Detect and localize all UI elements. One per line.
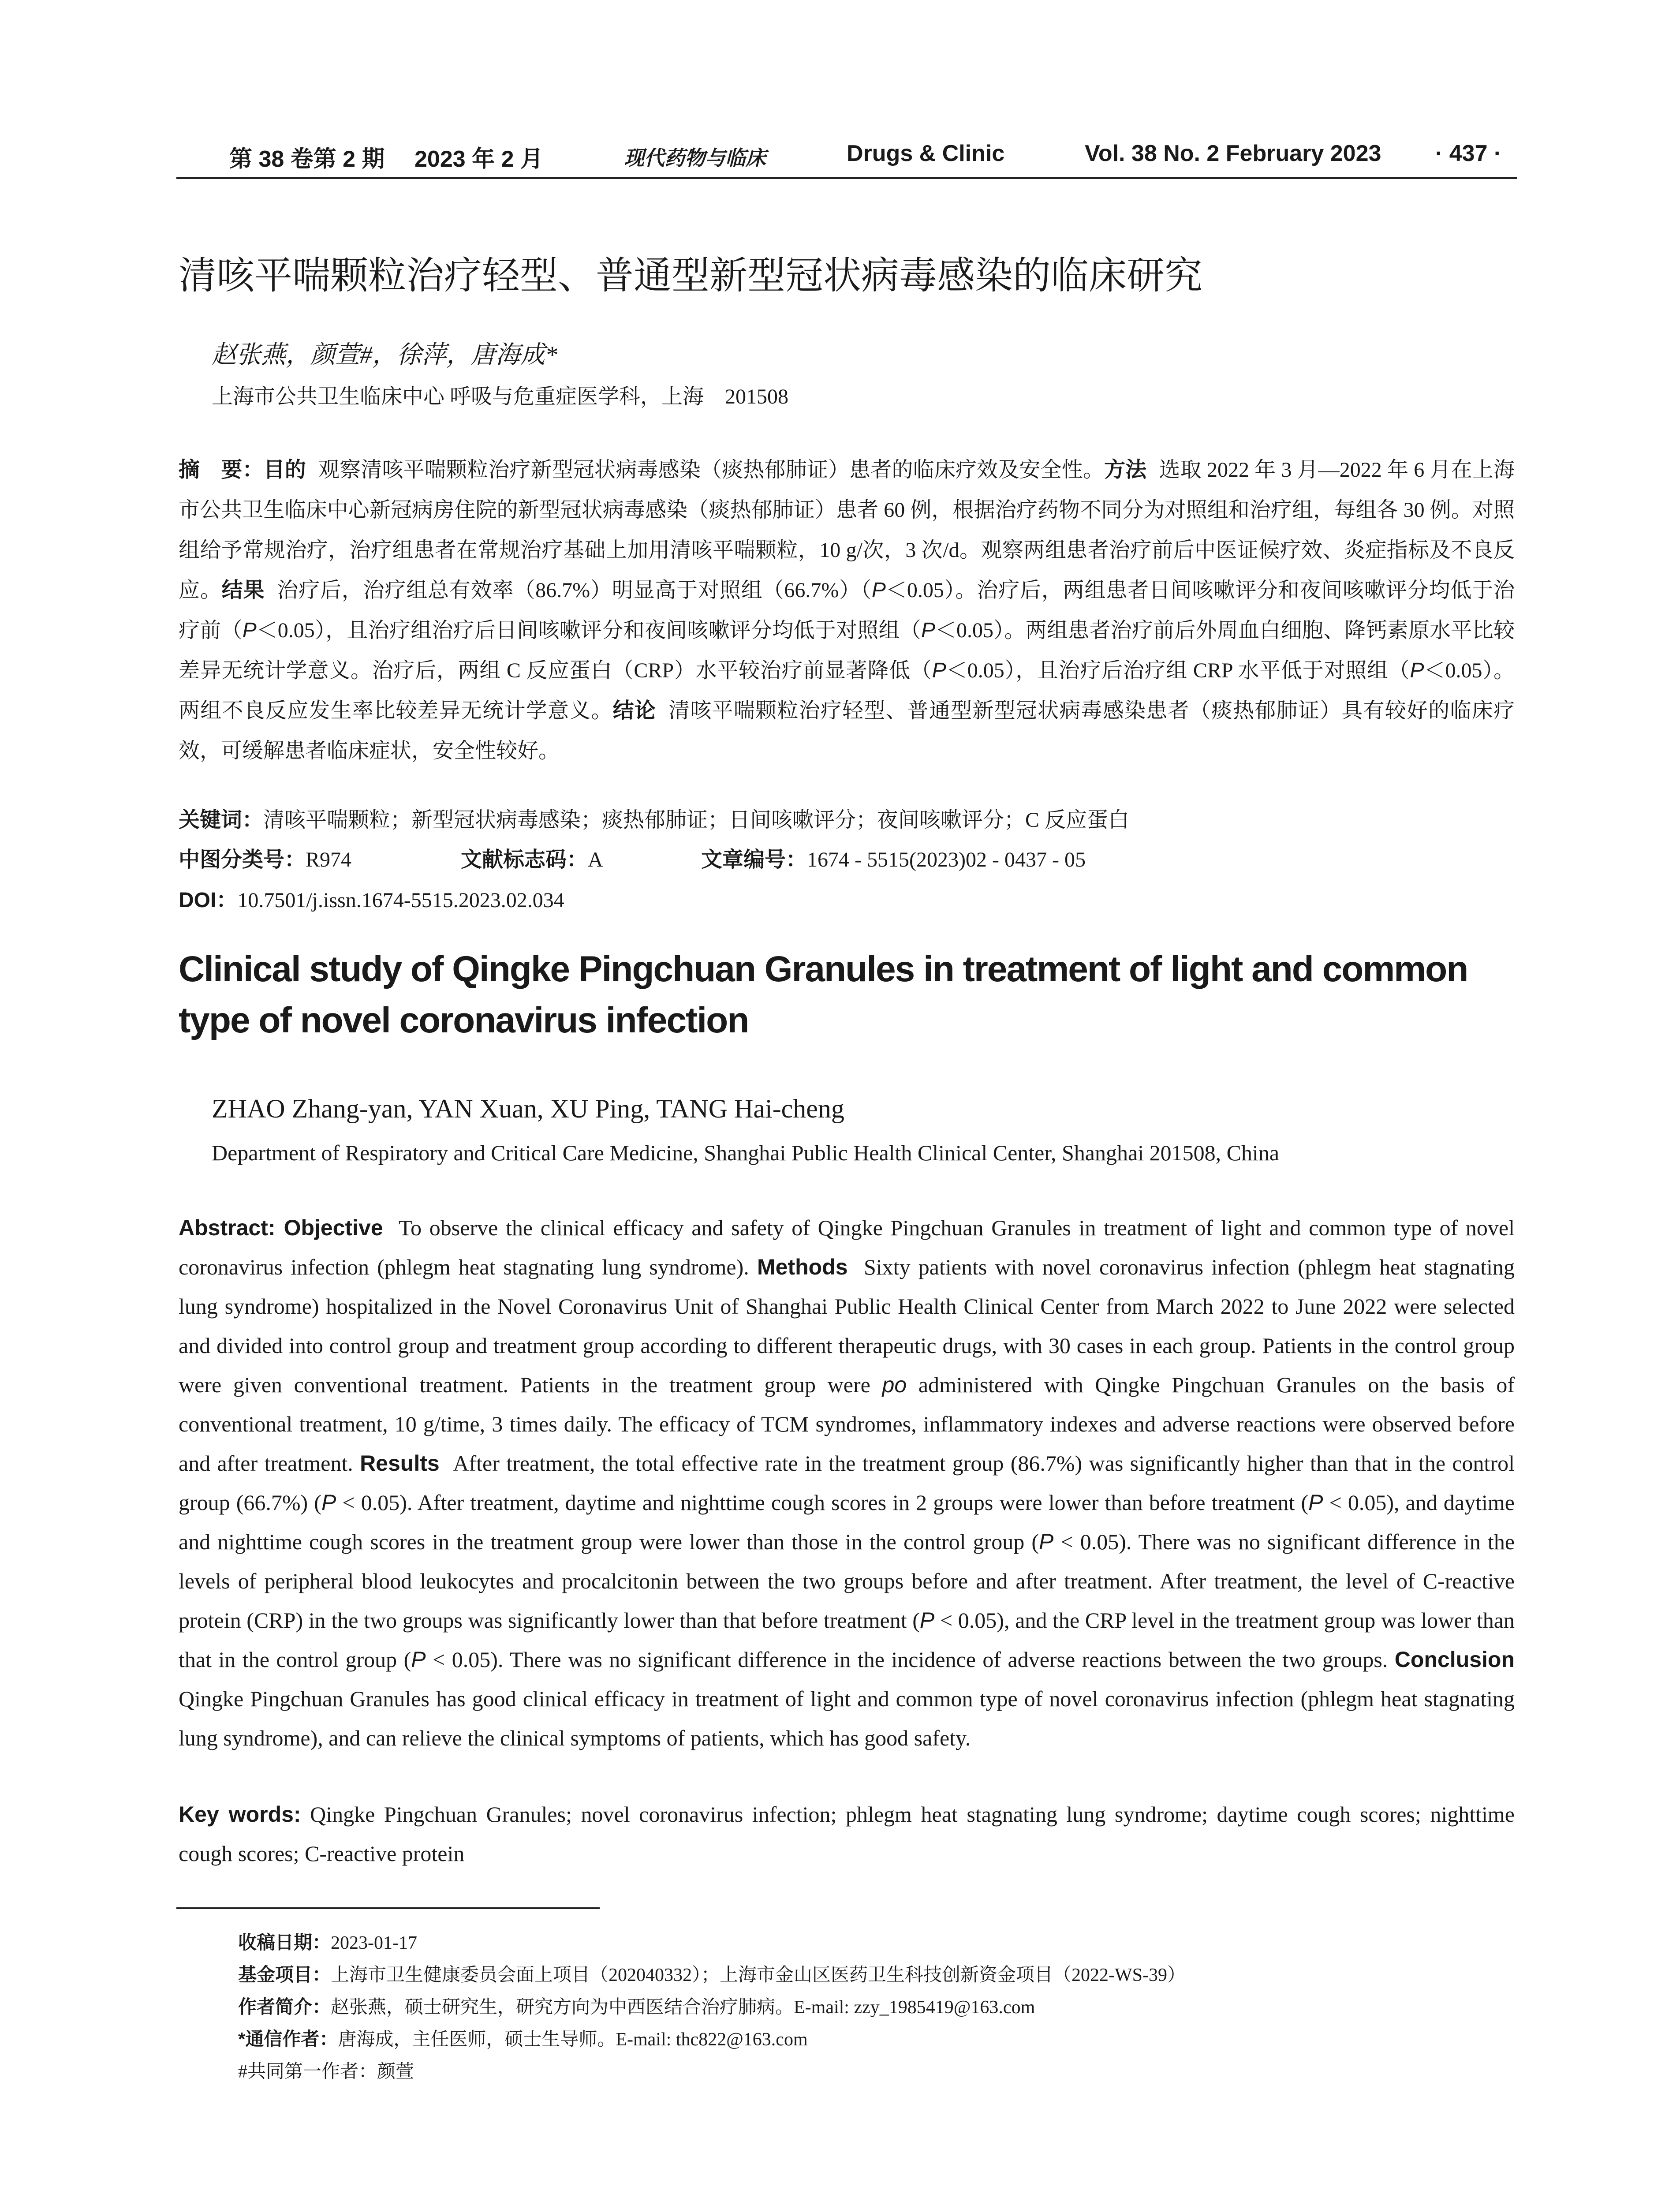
abstract-en-results: < 0.05). There was no significant difference in the incidence of adverse reactions between the two groups.: [426, 1647, 1388, 1672]
keywords-en-label: Key words:: [179, 1802, 301, 1827]
affiliation-en: Department of Respiratory and Critical Care Medicine, Shanghai Public Health Clinical Center, Shanghai 201508, China: [212, 1140, 1280, 1165]
p-value-symbol: P: [1308, 1490, 1323, 1515]
abstract-en-results: < 0.05). There was no significant difference in the levels of peripheral blood leukocytes and procalcitonin between the two groups before and after treatment. After treatment, the level of C-reactive protein (CRP) in the two groups was significantly lower than that before treatment (: [179, 1529, 1515, 1633]
p-value-symbol: P: [242, 619, 257, 642]
p-value-symbol: P: [1039, 1529, 1054, 1554]
doi: [179, 883, 564, 913]
keywords-cn-text: 清咳平喘颗粒；新型冠状病毒感染；痰热郁肺证；日间咳嗽评分；夜间咳嗽评分；C 反应蛋白: [263, 808, 1130, 832]
p-value-symbol: P: [871, 579, 886, 602]
p-value-symbol: P: [919, 1608, 935, 1633]
abstract-en-methods: Sixty patients with novel coronavirus infection (phlegm heat stagnating lung syndrome) hospitalized in the Novel Coronavirus Unit of Shanghai Public Health Clinical Center from March 2022 to June 2022 were selected and divided into control group and treatment group according to different therapeutic drugs, with 30 cases in each group. Patients in the control group were given conventional treatment. Patients in the treatment group were: [179, 1255, 1515, 1397]
header-volume-en: Vol. 38 No. 2 February 2023: [1085, 141, 1381, 166]
affiliation-cn: 上海市公共卫生临床中心 呼吸与危重症医学科，上海 201508: [212, 385, 789, 408]
abstract-cn-results: ＜0.05）。两组患者治疗前后外周血白细胞、降钙素原水平比较差异无统计学意义。治疗后，两组 C 反应蛋白（CRP）水平较治疗前显著降低（: [179, 619, 1515, 682]
p-value-symbol: P: [921, 619, 935, 642]
abstract-en-results: After treatment, the total effective rate in the treatment group (86.7%) was significantly higher than that in the control group (66.7%) (: [179, 1451, 1515, 1515]
running-header: [179, 140, 1515, 176]
footnote-rule: [176, 1907, 600, 1909]
abstract-cn-objective-label: 目的: [263, 458, 306, 482]
title-cn: 清咳平喘颗粒治疗轻型、普通型新型冠状病毒感染的临床研究: [179, 254, 1202, 298]
header-date-cn: 2023 年 2 月: [414, 146, 543, 172]
header-volume-cn: 第 38 卷第 2 期: [229, 146, 385, 172]
abstract-cn-results: ＜0.05）。两组不良反应发生率比较差异无统计学意义。: [179, 659, 1515, 722]
abstract-en-results: < 0.05), and the CRP level in the treatment group was lower than that in the control group (: [179, 1608, 1515, 1672]
footnote-corresponding: *通信作者：唐海成，主任医师，硕士生导师。E-mail: thc822@163.com: [238, 2029, 808, 2050]
po-abbrev: po: [882, 1372, 907, 1397]
abstract-cn-methods-label: 方法: [1104, 458, 1147, 482]
footnote-fund: 基金项目：上海市卫生健康委员会面上项目（202040332）；上海市金山区医药卫生科技创新资金项目（2022-WS-39）: [238, 1964, 1186, 1985]
header-journal-en: Drugs & Clinic: [847, 141, 1005, 166]
doi-value: 10.7501/j.issn.1674-5515.2023.02.034: [237, 889, 564, 912]
abstract-en-methods: administered with Qingke Pingchuan Granules on the basis of conventional treatment, 10 g/time, 3 times daily. The efficacy of TCM syndromes, inflammatory indexes and adverse reactions were observed before and after treatment.: [179, 1372, 1515, 1476]
abstract-en-results: < 0.05), and daytime and nighttime cough scores in the treatment group were lower than those in the control group (: [179, 1490, 1515, 1554]
abstract-cn-results: ＜0.05），且治疗后治疗组 CRP 水平低于对照组（: [946, 659, 1410, 682]
clc-code: 中图分类号：R974: [179, 848, 352, 871]
abstract-cn-results: ＜0.05），且治疗组治疗后日间咳嗽评分和夜间咳嗽评分均低于对照组（: [256, 619, 921, 642]
authors-en: ZHAO Zhang-yan, YAN Xuan, XU Ping, TANG Hai-cheng: [212, 1094, 844, 1123]
keywords-en: [179, 1795, 1515, 1873]
abstract-cn: [179, 450, 1515, 771]
abstract-en-methods-label: Methods: [757, 1255, 848, 1279]
footnote-received: 收稿日期：2023-01-17: [238, 1932, 417, 1953]
title-en: Clinical study of Qingke Pingchuan Granules in treatment of light and common type of novel coronavirus infection: [179, 949, 1468, 1040]
abstract-en-label: Abstract: Objective: [179, 1215, 383, 1240]
doi-label: DOI：: [179, 889, 238, 912]
authors-cn: 赵张燕，颜萱#，徐萍，唐海成*: [212, 341, 557, 369]
keywords-cn: [179, 803, 1515, 833]
abstract-cn-conclusion: 清咳平喘颗粒治疗轻型、普通型新型冠状病毒感染患者（痰热郁肺证）具有较好的临床疗效，可缓解患者临床症状，安全性较好。: [179, 699, 1515, 762]
abstract-en-results: < 0.05). After treatment, daytime and nighttime cough scores in 2 groups were lower than before treatment (: [336, 1490, 1309, 1515]
abstract-en-results-label: Results: [360, 1451, 440, 1476]
p-value-symbol: P: [932, 659, 946, 682]
header-journal-cn: 现代药物与临床: [624, 146, 766, 170]
header-rule: [176, 177, 1517, 179]
article-number: 文章编号：1674 - 5515(2023)02 - 0437 - 05: [701, 848, 1086, 871]
header-page-number: · 437 ·: [1435, 141, 1502, 166]
keywords-cn-label: 关键词：: [179, 808, 264, 832]
keywords-en-text: Qingke Pingchuan Granules; novel coronavirus infection; phlegm heat stagnating lung syndrome; daytime cough scores; nighttime cough scores; C-reactive protein: [179, 1802, 1515, 1866]
abstract-cn-label: 摘 要：: [179, 458, 264, 482]
abstract-cn-methods: 选取 2022 年 3 月—2022 年 6 月在上海市公共卫生临床中心新冠病房住院的新型冠状病毒感染（痰热郁肺证）患者 60 例，根据治疗药物不同分为对照组和治疗组，每组各 30 例。对照组给予常规治疗，治疗组患者在常规治疗基础上加用清咳平喘颗粒，10 g/次，3 次/d。观察两组患者治疗前后中医证候疗效、炎症指标及不良反应。: [179, 458, 1515, 602]
abstract-cn-results: 治疗后，治疗组总有效率（86.7%）明显高于对照组（66.7%）（: [277, 579, 872, 602]
abstract-cn-objective: 观察清咳平喘颗粒治疗新型冠状病毒感染（痰热郁肺证）患者的临床疗效及安全性。: [318, 458, 1105, 482]
abstract-en-objective: To observe the clinical efficacy and safety of Qingke Pingchuan Granules in treatment of light and common type of novel coronavirus infection (phlegm heat stagnating lung syndrome).: [179, 1215, 1515, 1279]
footnote-co-first-author: #共同第一作者：颜萱: [238, 2062, 414, 2082]
abstract-cn-results: ＜0.05）。治疗后，两组患者日间咳嗽评分和夜间咳嗽评分均低于治疗前（: [179, 579, 1515, 642]
abstract-en-conclusion: Qingke Pingchuan Granules has good clinical efficacy in treatment of light and common type of novel coronavirus infection (phlegm heat stagnating lung syndrome), and can relieve the clinical symptoms of patients, which has good safety.: [179, 1686, 1515, 1750]
p-value-symbol: P: [321, 1490, 336, 1515]
abstract-cn-results-label: 结果: [221, 579, 265, 602]
abstract-cn-conclusion-label: 结论: [612, 699, 657, 722]
p-value-symbol: P: [411, 1647, 426, 1672]
abstract-en: [179, 1208, 1515, 1758]
abstract-en-conclusion-label: Conclusion: [1394, 1647, 1515, 1672]
classification-row: [179, 842, 1515, 873]
p-value-symbol: P: [1410, 659, 1424, 682]
footnote-author-bio: 作者简介：赵张燕，硕士研究生，研究方向为中西医结合治疗肺病。E-mail: zzy_1985419@163.com: [238, 1996, 1035, 2018]
document-code: 文献标志码：A: [461, 848, 603, 871]
